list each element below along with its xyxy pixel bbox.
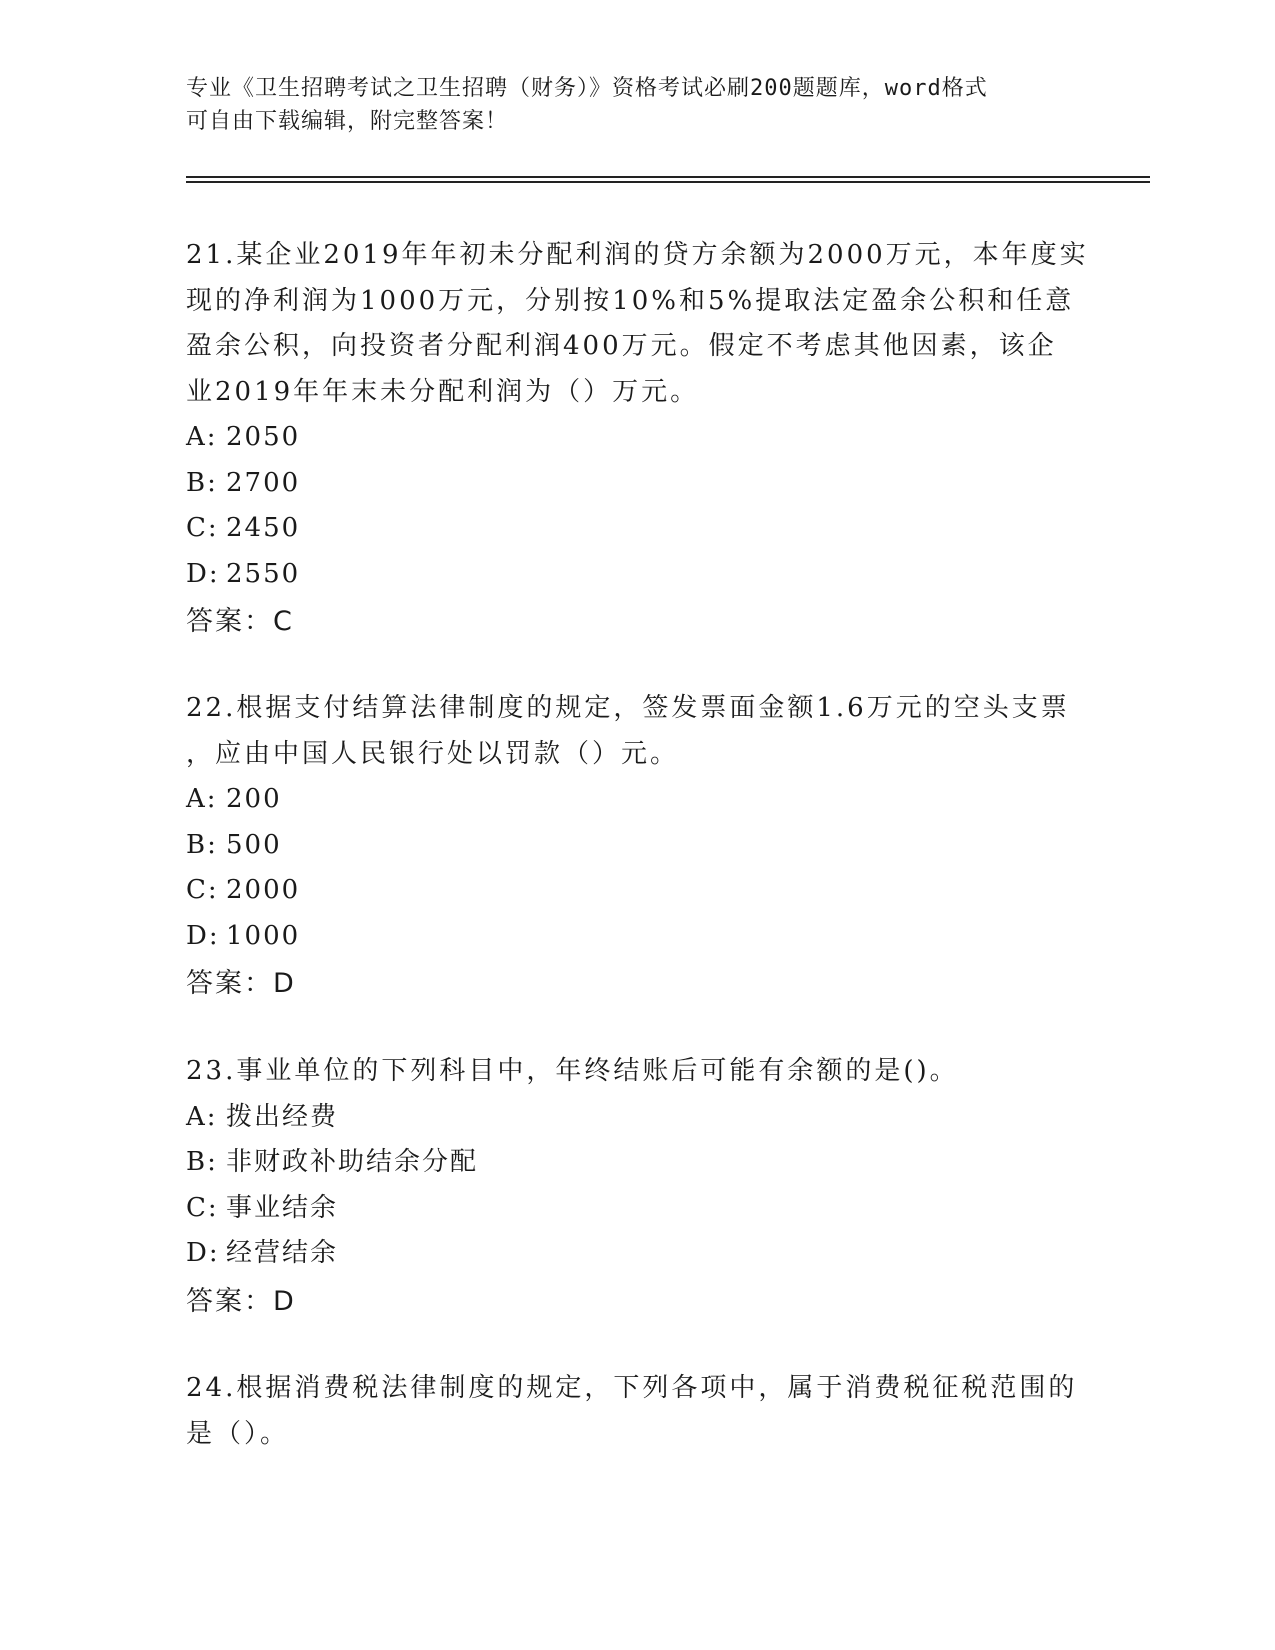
question-text-line: 是（）。 [186,1418,290,1449]
question-text-line: 23.事业单位的下列科目中，年终结账后可能有余额的是()。 [186,1056,959,1086]
option-text: 拨出经费 [226,1101,339,1132]
option-letter: C: [186,875,219,905]
answer-line: 答案：C [186,606,294,637]
header-divider-bottom [186,181,1150,183]
option-c [186,506,1086,552]
question-24 [186,1366,1086,1457]
option-d [186,552,1086,598]
option-c [186,1186,1086,1232]
option-letter: D: [186,920,220,951]
question-text-line: 24.根据消费税法律制度的规定，下列各项中，属于消费税征税范围的 [186,1373,1078,1403]
option-d [186,1231,1086,1277]
option-b [186,823,1086,869]
header-divider-top [186,176,1150,178]
answer-line: 答案：D [186,968,296,999]
option-letter: A: [186,784,218,814]
option-letter: B: [186,1147,218,1177]
header-line-2: 可自由下载编辑，附完整答案！ [186,109,509,134]
option-letter: C: [186,513,219,543]
option-b [186,1140,1086,1186]
option-a [186,415,1086,461]
option-text: 2700 [226,467,301,498]
option-text: 事业结余 [226,1192,339,1223]
option-text: 非财政补助结余分配 [226,1147,479,1177]
option-text: 2550 [226,558,301,589]
document-header [186,72,1066,138]
option-b [186,461,1086,507]
option-a [186,1095,1086,1141]
question-text-line: 21.某企业2019年年初未分配利润的贷方余额为2000万元，本年度实 [186,240,1089,270]
option-text: 2050 [226,422,301,452]
option-letter: B: [186,467,218,498]
question-22 [186,686,1086,1007]
option-a [186,777,1086,823]
option-text: 500 [226,829,282,860]
question-text-line: 22.根据支付结算法律制度的规定，签发票面金额1.6万元的空头支票 [186,693,1070,723]
header-line-1: 专业《卫生招聘考试之卫生招聘（财务）》资格考试必刷200题题库，word格式 [186,76,988,101]
answer-line: 答案：D [186,1285,296,1317]
option-text: 经营结余 [226,1238,339,1268]
option-text: 1000 [226,920,301,951]
question-text-line: 业2019年年末未分配利润为（）万元。 [186,376,700,407]
option-letter: C: [186,1192,219,1223]
option-text: 2000 [226,875,301,905]
question-text-line: ，应由中国人民银行处以罚款（）元。 [186,738,680,769]
option-letter: D: [186,1238,220,1268]
option-letter: D: [186,558,220,589]
option-text: 200 [226,784,282,814]
question-text-line: 盈余公积，向投资者分配利润400万元。假定不考虑其他因素，该企 [186,331,1057,361]
option-c [186,868,1086,914]
question-21 [186,233,1089,645]
option-letter: B: [186,829,218,860]
option-d [186,914,1086,960]
option-text: 2450 [226,513,301,543]
option-letter: A: [186,1101,218,1132]
question-23 [186,1049,1086,1324]
question-text-line: 现的净利润为1000万元，分别按10%和5%提取法定盈余公积和任意 [186,285,1075,316]
option-letter: A: [186,422,218,452]
